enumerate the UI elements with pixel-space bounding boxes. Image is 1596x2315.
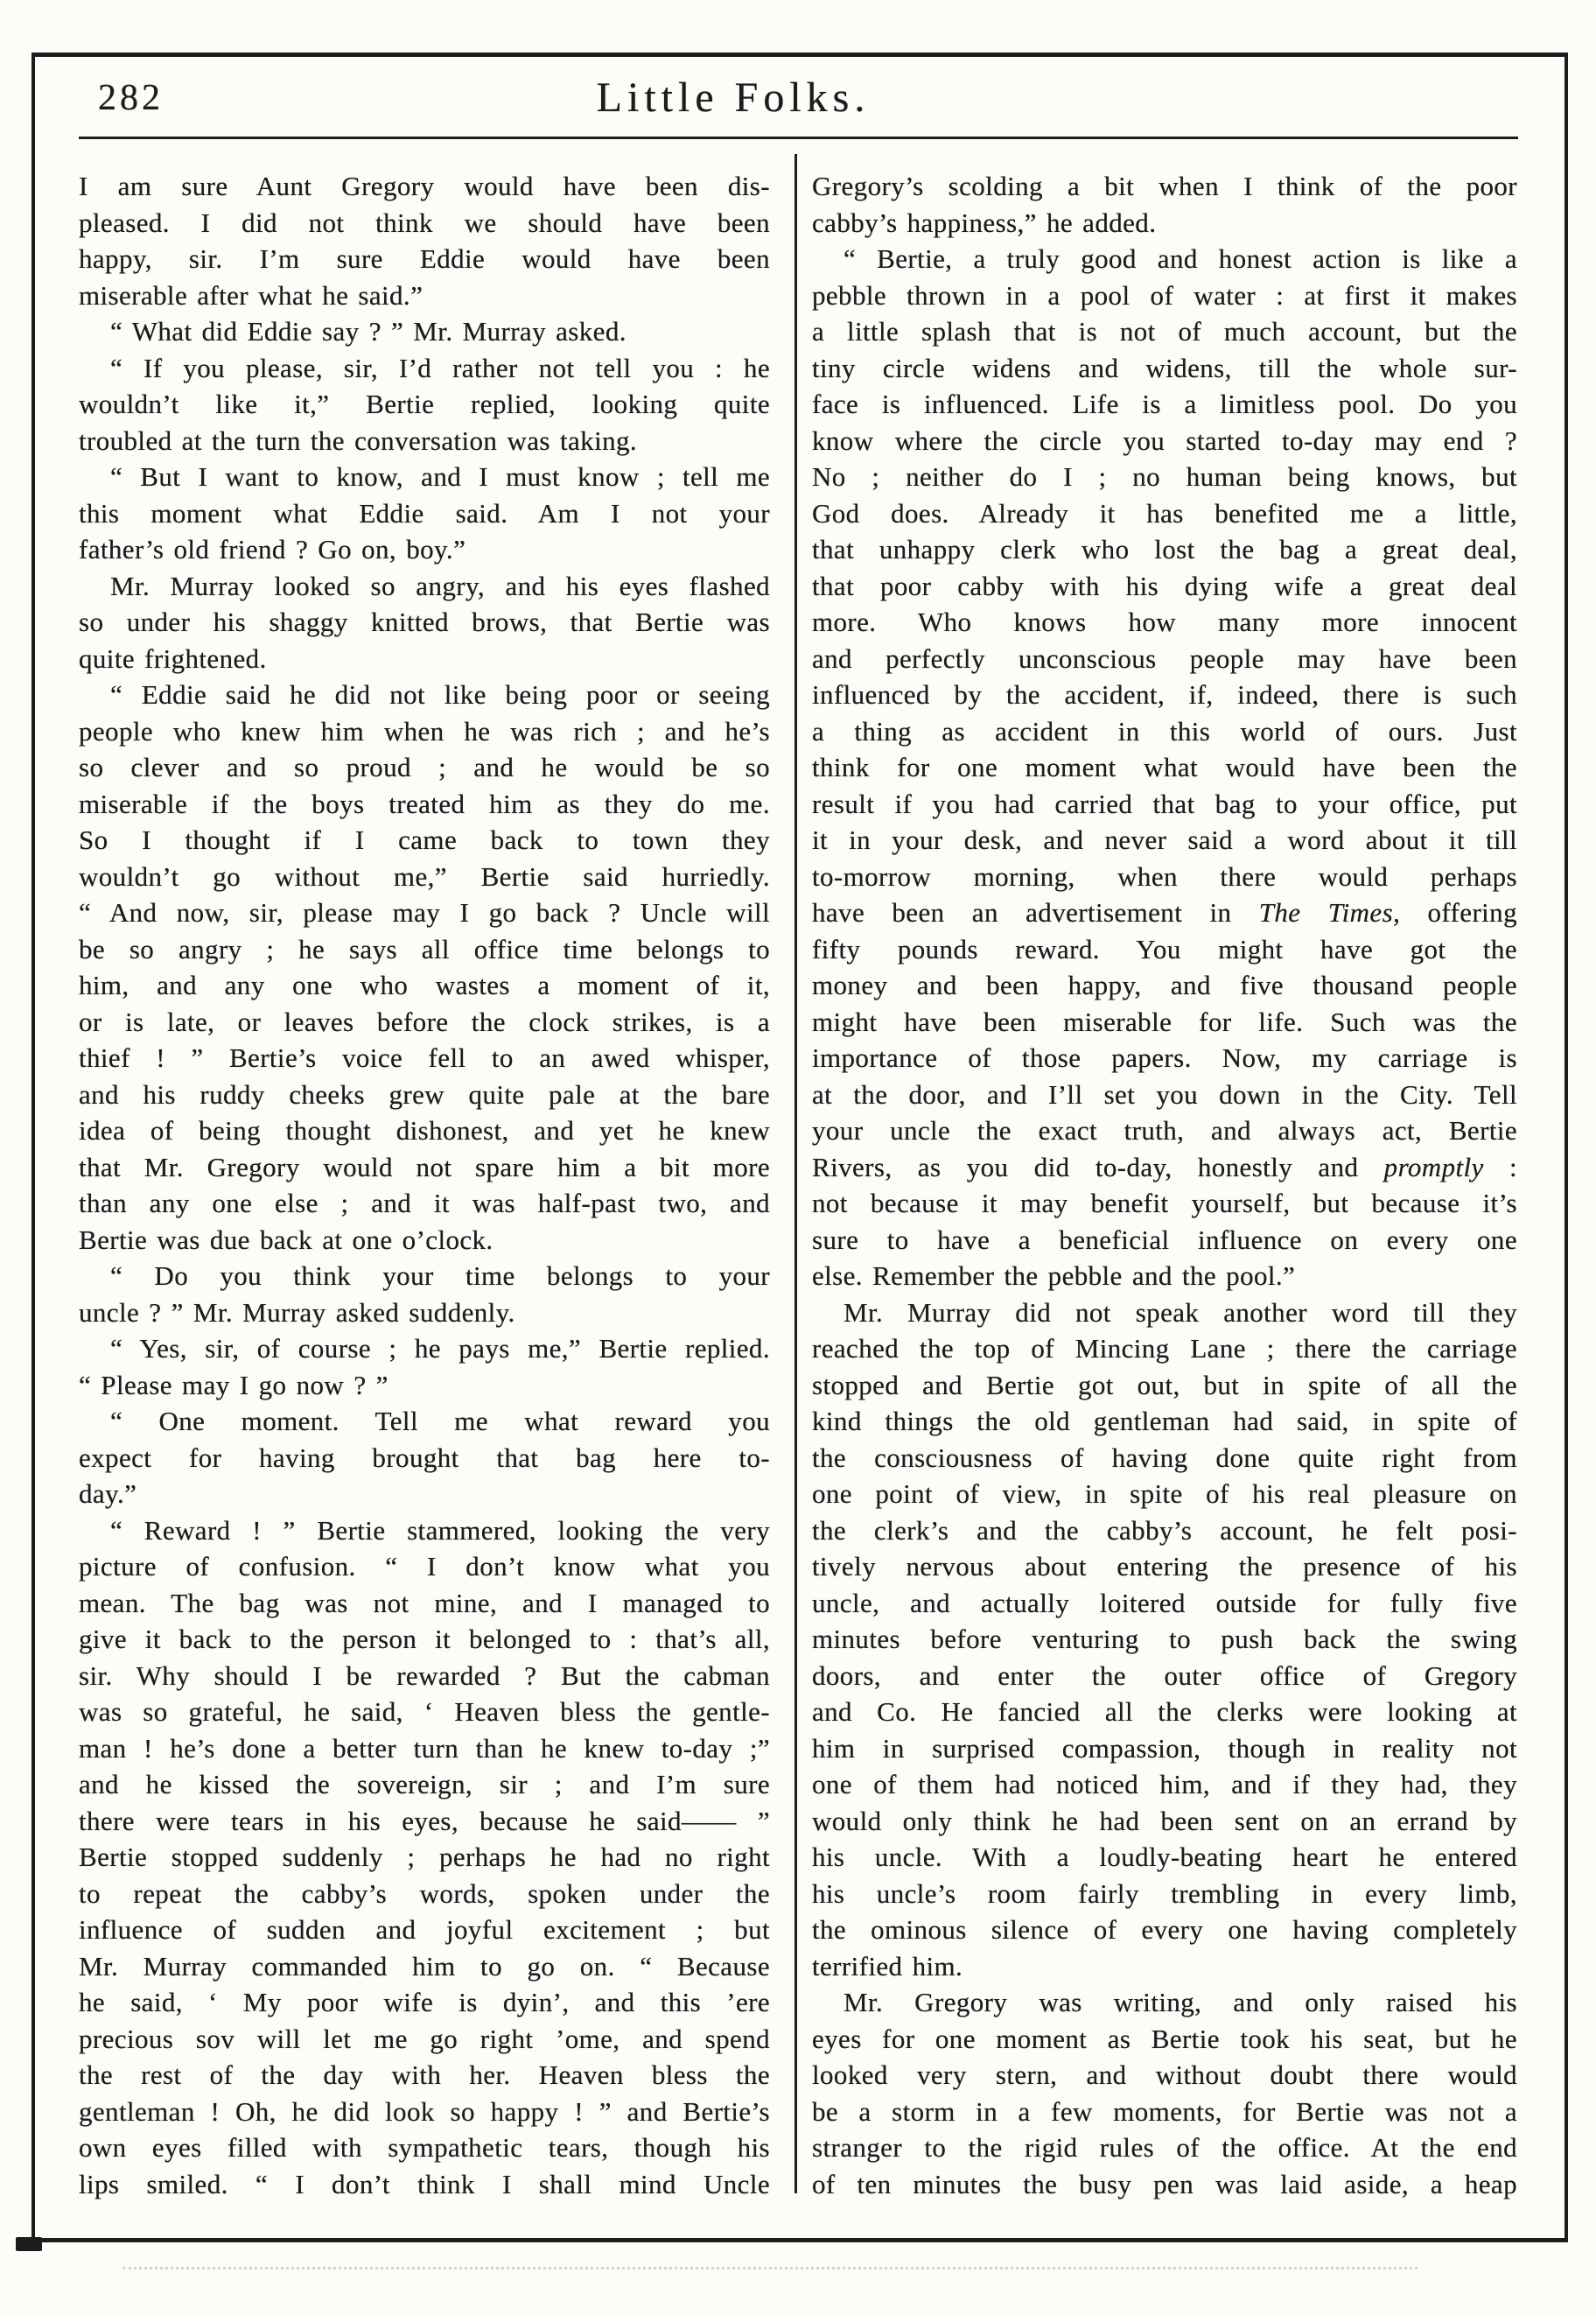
right-column — [812, 168, 1517, 2202]
text-line: know where the circle you started to-day may end ? — [812, 424, 1517, 456]
text-line: mean. The bag was not mine, and I managed to — [79, 1587, 770, 1618]
text-line: and perfectly unconscious people may have been — [812, 642, 1517, 674]
text-line: own eyes filled with sympathetic tears, though his — [79, 2132, 770, 2163]
scan-ink-blob — [16, 2237, 42, 2251]
text-line: give it back to the person it belonged to : that’s all, — [79, 1624, 770, 1654]
text-line: kind things the old gentleman had said, in spite of — [812, 1406, 1517, 1436]
text-line: looked very stern, and without doubt there would — [812, 2059, 1517, 2090]
text-line: “ And now, sir, please may I go back ? Uncle will — [79, 897, 770, 928]
text-line: miserable if the boys treated him as they do me. — [79, 788, 770, 819]
text-line: Mr. Murray commanded him to go on. “ Because — [79, 1950, 770, 1982]
text-line: one of them had noticed him, and if they had, they — [812, 1769, 1517, 1799]
text-line: expect for having brought that bag here to- — [79, 1442, 770, 1473]
text-line: “ But I want to know, and I must know ; tell me — [110, 461, 770, 492]
text-line: idea of being thought dishonest, and yet he knew — [79, 1115, 770, 1146]
text-line: importance of those papers. Now, my carriage is — [812, 1042, 1517, 1073]
text-line: of ten minutes the busy pen was laid aside, a heap — [812, 2168, 1517, 2199]
text-line: and his ruddy cheeks grew quite pale at the bare — [79, 1078, 770, 1110]
text-line: God does. Already it has benefited me a little, — [812, 497, 1517, 529]
text-line: the ominous silence of every one having completely — [812, 1914, 1517, 1945]
text-line: “ Eddie said he did not like being poor or seeing — [110, 679, 770, 710]
text-line: day.” — [79, 1478, 137, 1509]
text-line: or is late, or leaves before the clock strikes, is a — [79, 1006, 770, 1037]
text-line: picture of confusion. “ I don’t know what you — [79, 1551, 770, 1582]
text-line: uncle, and actually loitered outside for fully five — [812, 1587, 1517, 1618]
text-line: uncle ? ” Mr. Murray asked suddenly. — [79, 1296, 515, 1328]
text-line: so under his shaggy knitted brows, that Bertie was — [79, 607, 770, 637]
text-line: not because it may benefit yourself, but because it’s — [812, 1188, 1517, 1218]
text-line: “ Yes, sir, of course ; he pays me,” Bertie replied. — [110, 1333, 770, 1364]
text-line: face is influenced. Life is a limitless pool. Do you — [812, 389, 1517, 419]
text-line: him in surprised compassion, though in reality not — [812, 1732, 1517, 1764]
text-line: minutes before venturing to push back the swing — [812, 1624, 1517, 1654]
text-line: might have been miserable for life. Such was the — [812, 1006, 1517, 1037]
text-line: there were tears in his eyes, because he said—— ” — [79, 1805, 770, 1836]
text-line: Gregory’s scolding a bit when I think of the poor — [812, 171, 1517, 201]
text-line: to-morrow morning, when there would perhaps — [812, 860, 1517, 892]
page-number: 282 — [98, 78, 164, 118]
text-line: that poor cabby with his dying wife a great deal — [812, 570, 1517, 601]
text-line: at the door, and I’ll set you down in the City. Tell — [812, 1078, 1517, 1110]
text-line: tively nervous about entering the presence of his — [812, 1551, 1517, 1582]
text-line: wouldn’t go without me,” Bertie said hurriedly. — [79, 860, 770, 892]
header-rule — [79, 137, 1518, 139]
text-line: influenced by the accident, if, indeed, there is such — [812, 679, 1517, 710]
text-line: him, and any one who wastes a moment of it, — [79, 970, 770, 1000]
text-line: Bertie stopped suddenly ; perhaps he had no right — [79, 1841, 770, 1872]
text-line: influence of sudden and joyful excitement ; but — [79, 1914, 770, 1945]
text-line: “ One moment. Tell me what reward you — [110, 1406, 770, 1436]
text-line: the rest of the day with her. Heaven bless the — [79, 2059, 770, 2090]
text-line: sure to have a beneficial influence on every one — [812, 1224, 1517, 1255]
text-line: sir. Why should I be rewarded ? But the cabman — [79, 1659, 770, 1691]
text-line: doors, and enter the outer office of Gregory — [812, 1659, 1517, 1691]
text-line: reached the top of Mincing Lane ; there the carriage — [812, 1333, 1517, 1364]
text-line: that Mr. Gregory would not spare him a bit more — [79, 1151, 770, 1182]
text-line: Mr. Murray looked so angry, and his eyes flashed — [110, 570, 770, 601]
text-line: his uncle’s room fairly trembling in every limb, — [812, 1877, 1517, 1909]
text-line: people who knew him when he was rich ; and he’s — [79, 715, 770, 747]
text-line: result if you had carried that bag to your office, put — [812, 788, 1517, 819]
text-line: so clever and so proud ; and he would be so — [79, 752, 770, 782]
text-line: that unhappy clerk who lost the bag a great deal, — [812, 534, 1517, 565]
text-line: one point of view, in spite of his real pleasure on — [812, 1478, 1517, 1509]
text-line: wouldn’t like it,” Bertie replied, looking quite — [79, 389, 770, 419]
text-line: Bertie was due back at one o’clock. — [79, 1224, 494, 1255]
text-line: terrified him. — [812, 1950, 963, 1982]
text-line: more. Who knows how many more innocent — [812, 607, 1517, 637]
text-line: Mr. Murray did not speak another word till they — [844, 1296, 1517, 1328]
text-line: pleased. I did not think we should have been — [79, 207, 770, 238]
text-line: eyes for one moment as Bertie took his seat, but he — [812, 2023, 1517, 2054]
text-line: fifty pounds reward. You might have got the — [812, 933, 1517, 965]
text-line: “ What did Eddie say ? ” Mr. Murray asked. — [110, 316, 626, 347]
text-line: tiny circle widens and widens, till the whole sur- — [812, 352, 1517, 383]
text-line: else. Remember the pebble and the pool.” — [812, 1260, 1296, 1291]
text-line: than any one else ; and it was half-past two, and — [79, 1188, 770, 1218]
text-line: man ! he’s done a better turn than he knew to-day ;” — [79, 1732, 770, 1764]
text-line: he said, ‘ My poor wife is dyin’, and this ’ere — [79, 1987, 770, 2017]
column-divider — [794, 154, 797, 2193]
text-line: troubled at the turn the conversation was taking. — [79, 424, 638, 456]
text-line: So I thought if I came back to town they — [79, 824, 770, 855]
scan-ghost-line — [122, 2267, 1418, 2269]
text-line: a thing as accident in this world of ours. Just — [812, 715, 1517, 747]
text-line: have been an advertisement in The Times, offering — [812, 897, 1517, 928]
text-line: be a storm in a few moments, for Bertie was not a — [812, 2095, 1517, 2127]
text-line: No ; neither do I ; no human being knows, but — [812, 461, 1517, 492]
text-line: I am sure Aunt Gregory would have been dis- — [79, 171, 770, 201]
text-line: stopped and Bertie got out, but in spite of all the — [812, 1369, 1517, 1400]
text-line: cabby’s happiness,” he added. — [812, 207, 1157, 238]
text-line: this moment what Eddie said. Am I not your — [79, 497, 770, 529]
text-line: the consciousness of having done quite right from — [812, 1442, 1517, 1473]
text-line: miserable after what he said.” — [79, 279, 424, 311]
text-line: a little splash that is not of much account, but the — [812, 316, 1517, 347]
text-line: and Co. He fancied all the clerks were looking at — [812, 1696, 1517, 1727]
text-line: and he kissed the sovereign, sir ; and I’m sure — [79, 1769, 770, 1799]
text-line: lips smiled. “ I don’t think I shall mind Uncle — [79, 2168, 770, 2199]
text-line: to repeat the cabby’s words, spoken under the — [79, 1877, 770, 1909]
text-line: thief ! ” Bertie’s voice fell to an awed whisper, — [79, 1042, 770, 1073]
text-line: think for one moment what would have been the — [812, 752, 1517, 782]
text-line: money and been happy, and five thousand people — [812, 970, 1517, 1000]
text-line: gentleman ! Oh, he did look so happy ! ” and Bertie’s — [79, 2095, 770, 2127]
text-line: “ Bertie, a truly good and honest action is like a — [844, 243, 1517, 274]
text-line: it in your desk, and never said a word about it till — [812, 824, 1517, 855]
text-line: “ Please may I go now ? ” — [79, 1369, 388, 1400]
left-column — [79, 168, 770, 2202]
text-line: happy, sir. I’m sure Eddie would have been — [79, 243, 770, 274]
text-line: Rivers, as you did to-day, honestly and promptly : — [812, 1151, 1517, 1182]
text-line: the clerk’s and the cabby’s account, he felt posi- — [812, 1514, 1517, 1546]
text-line: “ Do you think your time belongs to your — [110, 1260, 770, 1291]
text-line: precious sov will let me go right ’ome, and spend — [79, 2023, 770, 2054]
text-line: your uncle the exact truth, and always act, Bertie — [812, 1115, 1517, 1146]
text-line: quite frightened. — [79, 642, 267, 674]
text-line: “ Reward ! ” Bertie stammered, looking the very — [110, 1514, 770, 1546]
text-line: his uncle. With a loudly-beating heart he entered — [812, 1841, 1517, 1872]
text-line: stranger to the rigid rules of the office. At the end — [812, 2132, 1517, 2163]
text-line: Mr. Gregory was writing, and only raised his — [844, 1987, 1517, 2017]
text-line: would only think he had been sent on an errand by — [812, 1805, 1517, 1836]
page-title: Little Folks. — [596, 74, 871, 121]
text-line: pebble thrown in a pool of water : at first it makes — [812, 279, 1517, 311]
text-line: father’s old friend ? Go on, boy.” — [79, 534, 466, 565]
text-line: was so grateful, he said, ‘ Heaven bless the gentle- — [79, 1696, 770, 1727]
text-line: “ If you please, sir, I’d rather not tell you : he — [110, 352, 770, 383]
text-line: be so angry ; he says all office time belongs to — [79, 933, 770, 965]
